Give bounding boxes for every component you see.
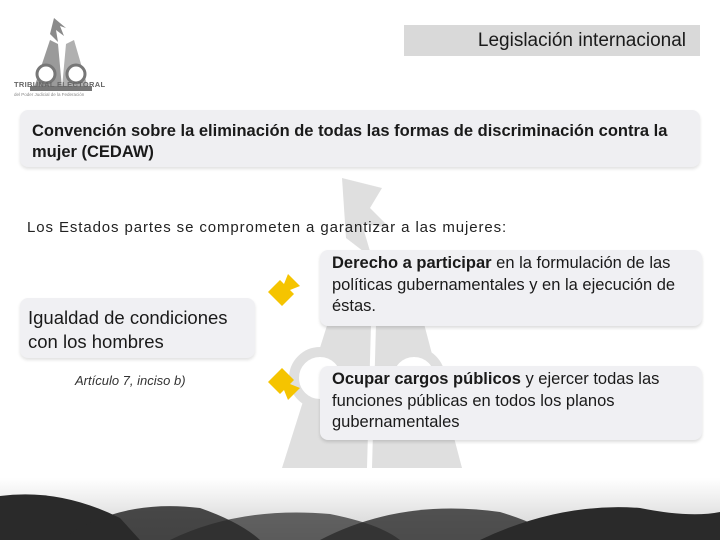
right-item-2-bold: Ocupar cargos públicos bbox=[332, 370, 521, 388]
right-item-1-text: en la formulación de las políticas gubernamentales y en la ejecución de éstas. bbox=[332, 254, 676, 315]
header-title: Legislación internacional bbox=[477, 29, 686, 51]
intro-text: Los Estados partes se comprometen a garantizar a las mujeres: bbox=[27, 219, 508, 236]
equality-box bbox=[20, 298, 255, 358]
equality-text: Igualdad de condiciones con los hombres bbox=[28, 307, 228, 352]
watermark-logo bbox=[262, 168, 472, 488]
article-reference: Artículo 7, inciso b) bbox=[75, 373, 186, 388]
right-item-2 bbox=[320, 366, 702, 440]
footer-decoration bbox=[0, 478, 720, 540]
arrow-up-right-icon bbox=[266, 272, 302, 308]
logo-subtitle: del Poder Judicial de la Federación bbox=[14, 92, 85, 97]
document-title-box bbox=[20, 110, 700, 167]
document-title: Convención sobre la eliminación de todas las formas de discriminación contra la mujer (CEDAW) bbox=[32, 122, 668, 161]
arrow-down-right-icon bbox=[266, 366, 302, 402]
logo-title: TRIBUNAL ELECTORAL bbox=[14, 80, 106, 89]
header-bar bbox=[404, 25, 700, 56]
right-item-1 bbox=[320, 250, 702, 326]
right-item-2-text: y ejercer todas las funciones públicas en todos los planos gubernamentales bbox=[332, 370, 660, 431]
right-item-1-bold: Derecho a participar bbox=[332, 254, 492, 272]
